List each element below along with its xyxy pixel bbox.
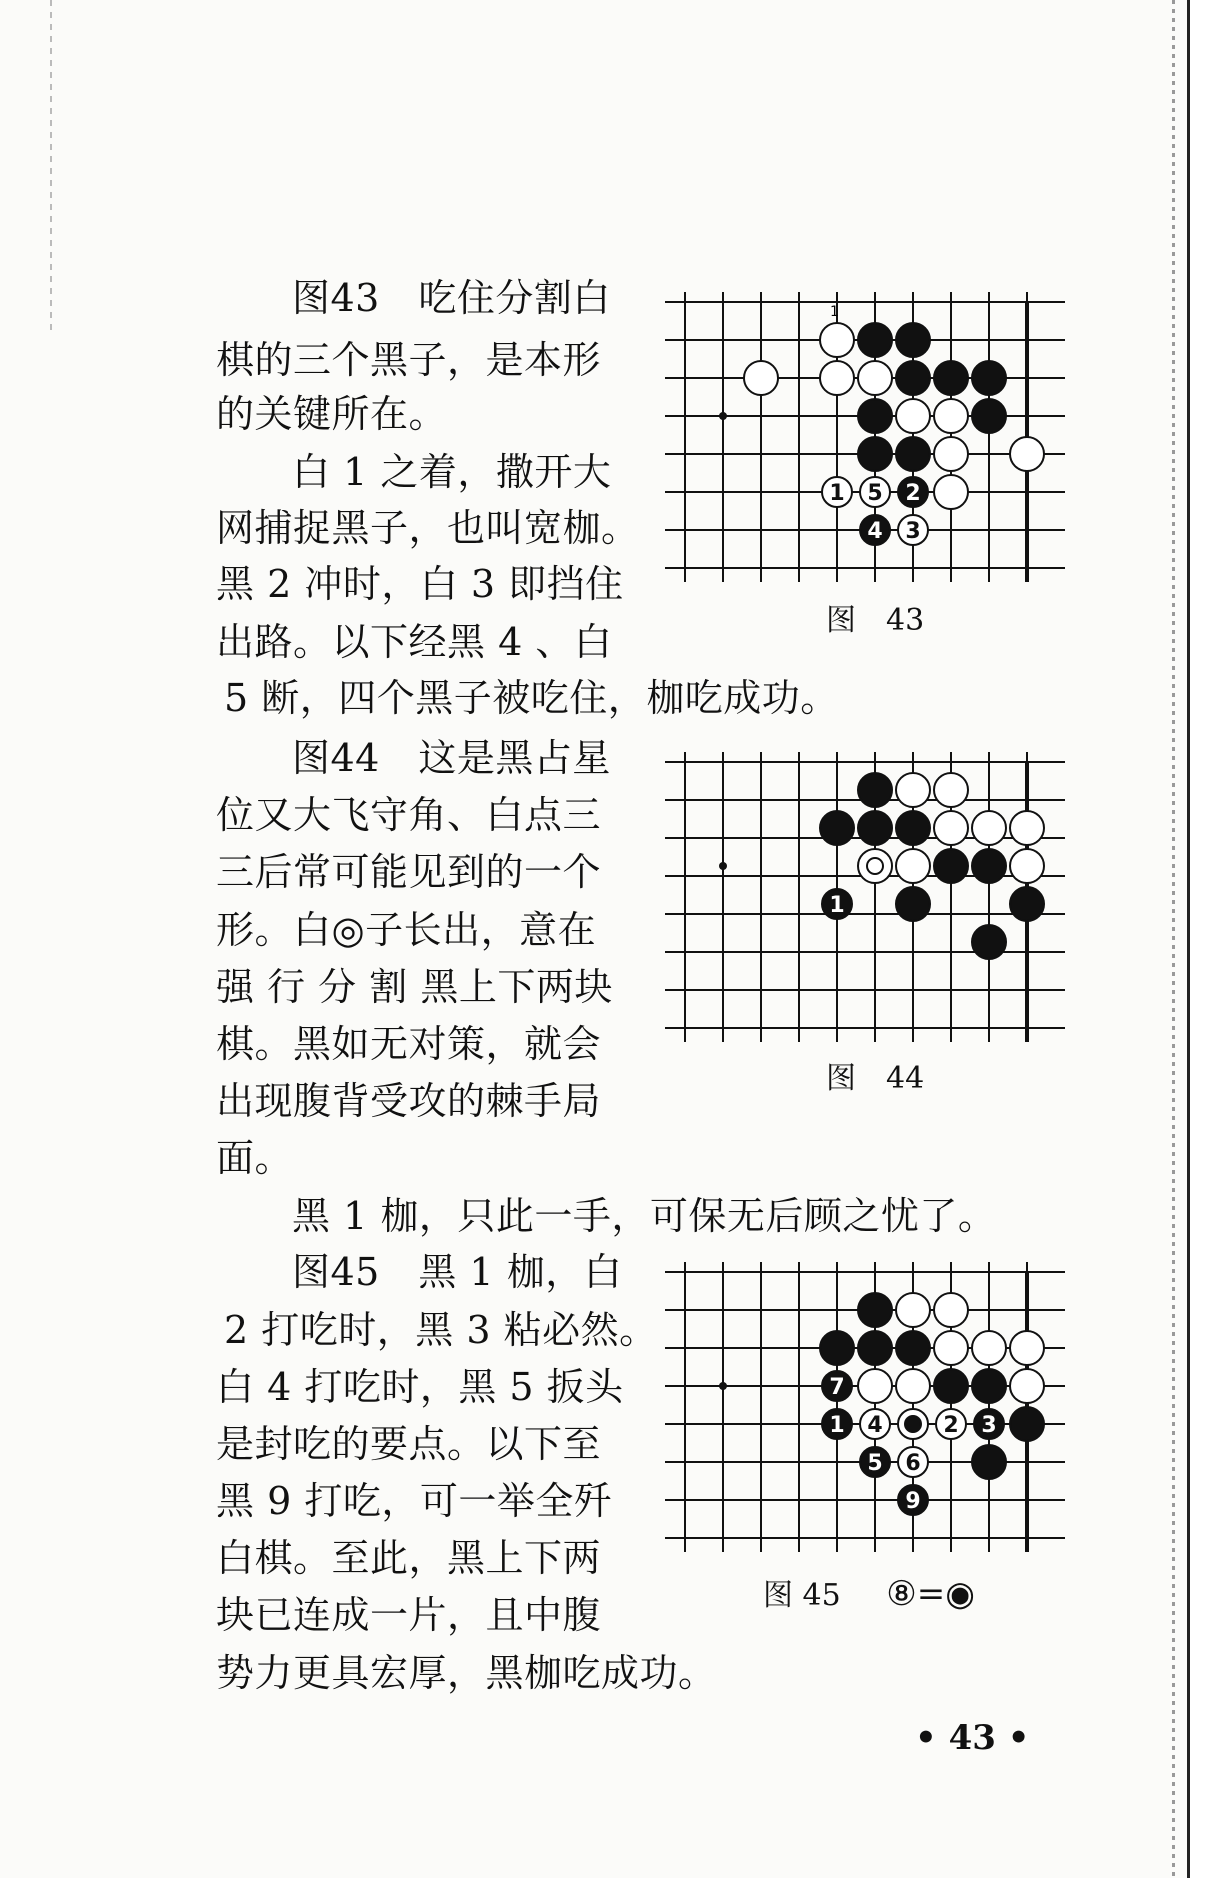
white-stone	[1010, 849, 1044, 883]
white-stone	[896, 773, 930, 807]
text-44-line-3: 三后常可能见到的一个	[216, 850, 602, 894]
text-43-line-3: 的关键所在。	[216, 392, 448, 436]
white-stone	[934, 811, 968, 845]
page-number: • 43 •	[915, 1718, 1030, 1758]
move-label: 2	[905, 481, 921, 506]
white-stone	[744, 361, 778, 395]
text-45-line-2: 2 打吃时，黑 3 粘必然。	[224, 1308, 658, 1352]
caption-45-note: ⑧=◉	[886, 1574, 975, 1614]
white-stone	[896, 1369, 930, 1403]
text-43-line-5: 网捕捉黑子，也叫宽枷。	[216, 506, 640, 550]
black-stone	[934, 849, 968, 883]
black-stone	[858, 399, 892, 433]
text-44-line-4: 形。白◎子长出，意在	[216, 908, 597, 952]
black-stone	[934, 361, 968, 395]
black-stone	[896, 887, 930, 921]
move-label: 3	[905, 519, 921, 544]
text-43-line-6: 黑 2 冲时，白 3 即挡住	[216, 562, 624, 606]
diagram-43-top-label: 1	[830, 304, 839, 320]
caption-45	[763, 1574, 975, 1614]
caption-45-label: 图 45	[763, 1578, 841, 1613]
black-stone	[896, 361, 930, 395]
black-stone	[858, 1331, 892, 1365]
white-stone	[1010, 437, 1044, 471]
black-stone	[896, 811, 930, 845]
text-44-line-2: 位又大飞守角、白点三	[216, 793, 602, 837]
caption-43: 图 43	[826, 603, 925, 638]
go-diagram-44	[665, 752, 1075, 1052]
black-stone	[934, 1369, 968, 1403]
white-stone	[934, 1293, 968, 1327]
text-45-line-8: 势力更具宏厚，黑枷吃成功。	[216, 1651, 717, 1695]
black-stone	[858, 437, 892, 471]
text-44-line-9: 黑 1 枷，只此一手，可保无后顾之忧了。	[292, 1194, 997, 1238]
text-44-line-8: 面。	[216, 1136, 294, 1180]
white-stone	[934, 437, 968, 471]
move-label: 7	[829, 1375, 845, 1400]
black-stone	[972, 361, 1006, 395]
text-45-line-7: 块已连成一片，且中腹	[216, 1593, 602, 1637]
white-stone	[858, 361, 892, 395]
white-stone	[858, 1369, 892, 1403]
text-43-line-2: 棋的三个黑子，是本形	[216, 338, 602, 382]
text-44-line-5: 强 行 分 割 黑上下两块	[216, 965, 613, 1009]
white-stone	[934, 475, 968, 509]
text-44-line-1: 图44 这是黑占星	[292, 736, 611, 780]
marker-dot	[905, 1416, 921, 1432]
text-45-line-1: 图45 黑 1 枷，白	[292, 1250, 623, 1294]
black-stone	[972, 1445, 1006, 1479]
text-43-line-8: 5 断，四个黑子被吃住，枷吃成功。	[224, 676, 839, 720]
go-diagram-45	[665, 1262, 1075, 1562]
text-44-line-6: 棋。黑如无对策，就会	[216, 1022, 602, 1066]
move-label: 3	[981, 1413, 997, 1438]
black-stone	[858, 1293, 892, 1327]
text-45-line-5: 黑 9 打吃，可一举全歼	[216, 1479, 613, 1523]
black-stone	[896, 1331, 930, 1365]
white-stone	[1010, 1369, 1044, 1403]
white-stone	[1010, 1331, 1044, 1365]
text-45-line-3: 白 4 打吃时，黑 5 扳头	[216, 1365, 624, 1409]
caption-44: 图 44	[826, 1061, 925, 1096]
move-label: 4	[867, 1413, 883, 1438]
black-stone	[858, 811, 892, 845]
move-label: 5	[867, 481, 883, 506]
move-label: 4	[867, 519, 883, 544]
move-label: 9	[905, 1489, 921, 1514]
black-stone	[858, 773, 892, 807]
scan-artifact-right	[1172, 0, 1175, 1878]
move-label: 5	[867, 1451, 883, 1476]
white-stone	[934, 1331, 968, 1365]
black-stone	[896, 323, 930, 357]
white-stone	[934, 399, 968, 433]
text-44-line-7: 出现腹背受攻的棘手局	[216, 1079, 602, 1123]
black-stone	[1010, 1407, 1044, 1441]
move-label: 1	[829, 481, 845, 506]
black-stone	[972, 925, 1006, 959]
white-stone	[896, 849, 930, 883]
text-43-line-4: 白 1 之着，撒开大	[292, 450, 612, 494]
white-stone	[896, 1293, 930, 1327]
white-stone-marked	[858, 849, 892, 883]
go-diagram-43	[665, 292, 1075, 592]
white-stone	[1010, 811, 1044, 845]
black-stone	[972, 849, 1006, 883]
white-stone	[820, 361, 854, 395]
black-stone	[1010, 887, 1044, 921]
black-stone	[896, 437, 930, 471]
move-label: 6	[905, 1451, 921, 1476]
scan-artifact-left	[50, 0, 52, 330]
black-stone	[858, 323, 892, 357]
text-45-line-6: 白棋。至此，黑上下两	[216, 1536, 602, 1580]
black-stone	[820, 1331, 854, 1365]
white-stone	[972, 811, 1006, 845]
black-stone	[820, 811, 854, 845]
black-stone	[972, 1369, 1006, 1403]
text-43-line-1: 图43 吃住分割白	[292, 276, 611, 320]
move-label: 1	[829, 893, 845, 918]
white-stone	[820, 323, 854, 357]
white-stone	[972, 1331, 1006, 1365]
black-stone	[972, 399, 1006, 433]
text-45-line-4: 是封吃的要点。以下至	[216, 1422, 602, 1466]
white-stone	[896, 399, 930, 433]
text-43-line-7: 出路。以下经黑 4 、白	[216, 620, 613, 664]
white-stone	[934, 773, 968, 807]
move-label: 2	[943, 1413, 959, 1438]
move-label: 1	[829, 1413, 845, 1438]
